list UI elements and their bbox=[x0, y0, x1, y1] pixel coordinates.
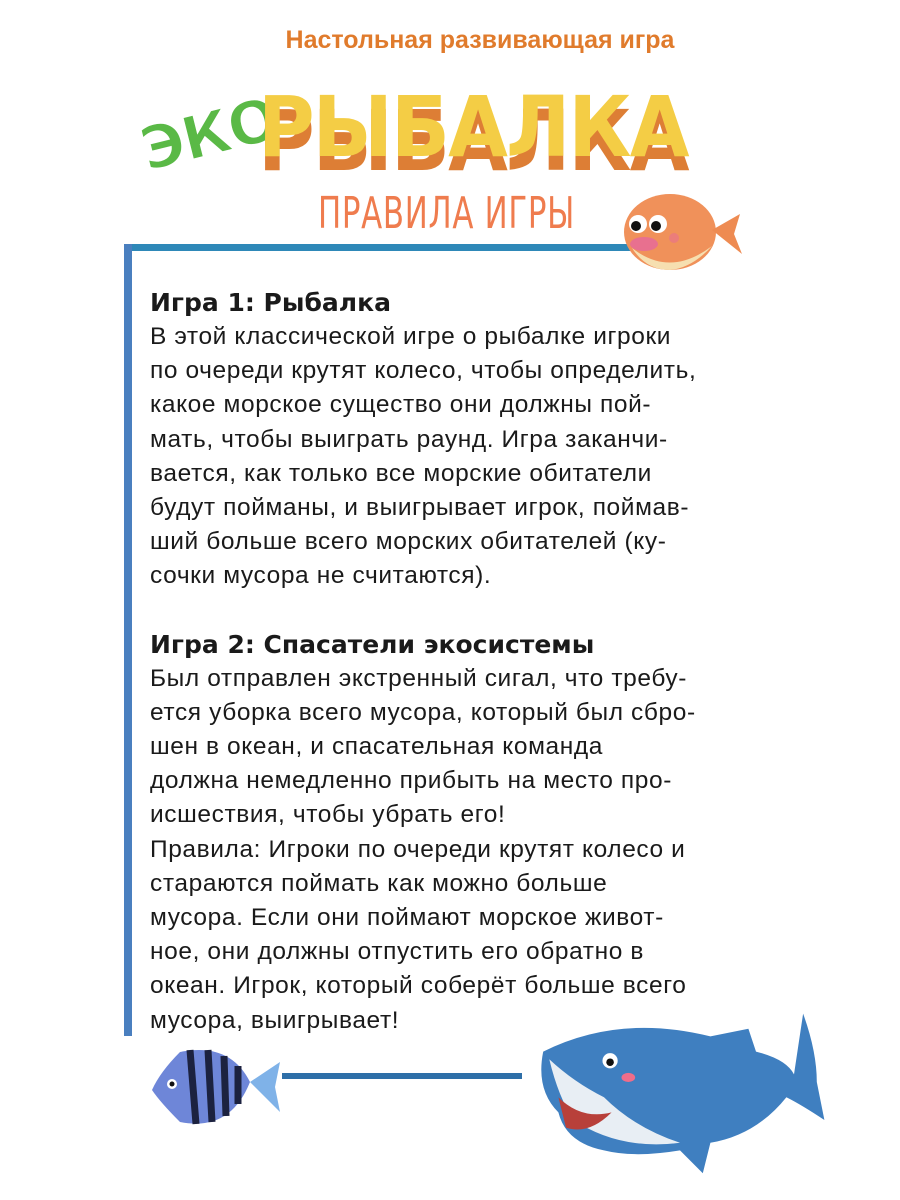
rules-title: ПРАВИЛА ИГРЫ bbox=[318, 188, 575, 239]
text-line: ное, они должны отпустить его обратно в bbox=[150, 938, 644, 966]
text-line: В этой классической игре о рыбалке игроки bbox=[150, 323, 672, 350]
game1-text bbox=[150, 320, 870, 594]
frame-top-line bbox=[124, 244, 634, 251]
text-line: стараются поймать как можно больше bbox=[150, 869, 608, 897]
shark-icon bbox=[500, 1006, 860, 1196]
text-line: ется уборка всего мусора, который был сбро- bbox=[150, 698, 696, 726]
text-line: исшествия, чтобы убрать его! bbox=[150, 801, 506, 829]
text-line: мать, чтобы выиграть раунд. Игра заканчи- bbox=[150, 425, 668, 453]
rules-content bbox=[150, 286, 870, 1038]
frame-bottom-line bbox=[282, 1073, 522, 1079]
text-line: должна немедленно прибыть на место про- bbox=[150, 767, 672, 795]
text-line: сочки мусора не считаются). bbox=[150, 562, 492, 590]
game2-title: Игра 2: Спасатели экосистемы bbox=[150, 629, 595, 659]
frame-left-line bbox=[124, 244, 132, 1036]
logo-eko: ЭКО bbox=[133, 84, 285, 186]
text-line: шен в океан, и спасательная команда bbox=[150, 733, 604, 761]
text-line: ший больше всего морских обитателей (ку- bbox=[150, 528, 667, 556]
game1-title: Игра 1: Рыбалка bbox=[150, 288, 391, 317]
pufferfish-icon bbox=[612, 182, 747, 272]
text-line: какое морское существо они должны пой- bbox=[150, 391, 652, 419]
game2-text bbox=[150, 662, 870, 1038]
text-line: мусора, выигрывает! bbox=[150, 1006, 400, 1034]
text-line: будут пойманы, и выигрывает игрок, поймав- bbox=[150, 494, 690, 522]
game-logo bbox=[130, 78, 710, 188]
text-line: Правила: Игроки по очереди крутят колесо и bbox=[150, 835, 686, 863]
striped-fish-icon bbox=[150, 1042, 290, 1132]
text-line: по очереди крутят колесо, чтобы определить, bbox=[150, 357, 697, 385]
text-line: вается, как только все морские обитатели bbox=[150, 459, 652, 487]
text-line: Был отправлен экстренный сигал, что требу- bbox=[150, 664, 688, 692]
logo-main: РЫБАЛКА bbox=[258, 78, 688, 176]
subtitle: Настольная развивающая игра bbox=[285, 26, 675, 54]
text-line: океан. Игрок, который соберёт больше всего bbox=[150, 972, 687, 1000]
text-line: мусора. Если они поймают морское живот- bbox=[150, 904, 664, 932]
